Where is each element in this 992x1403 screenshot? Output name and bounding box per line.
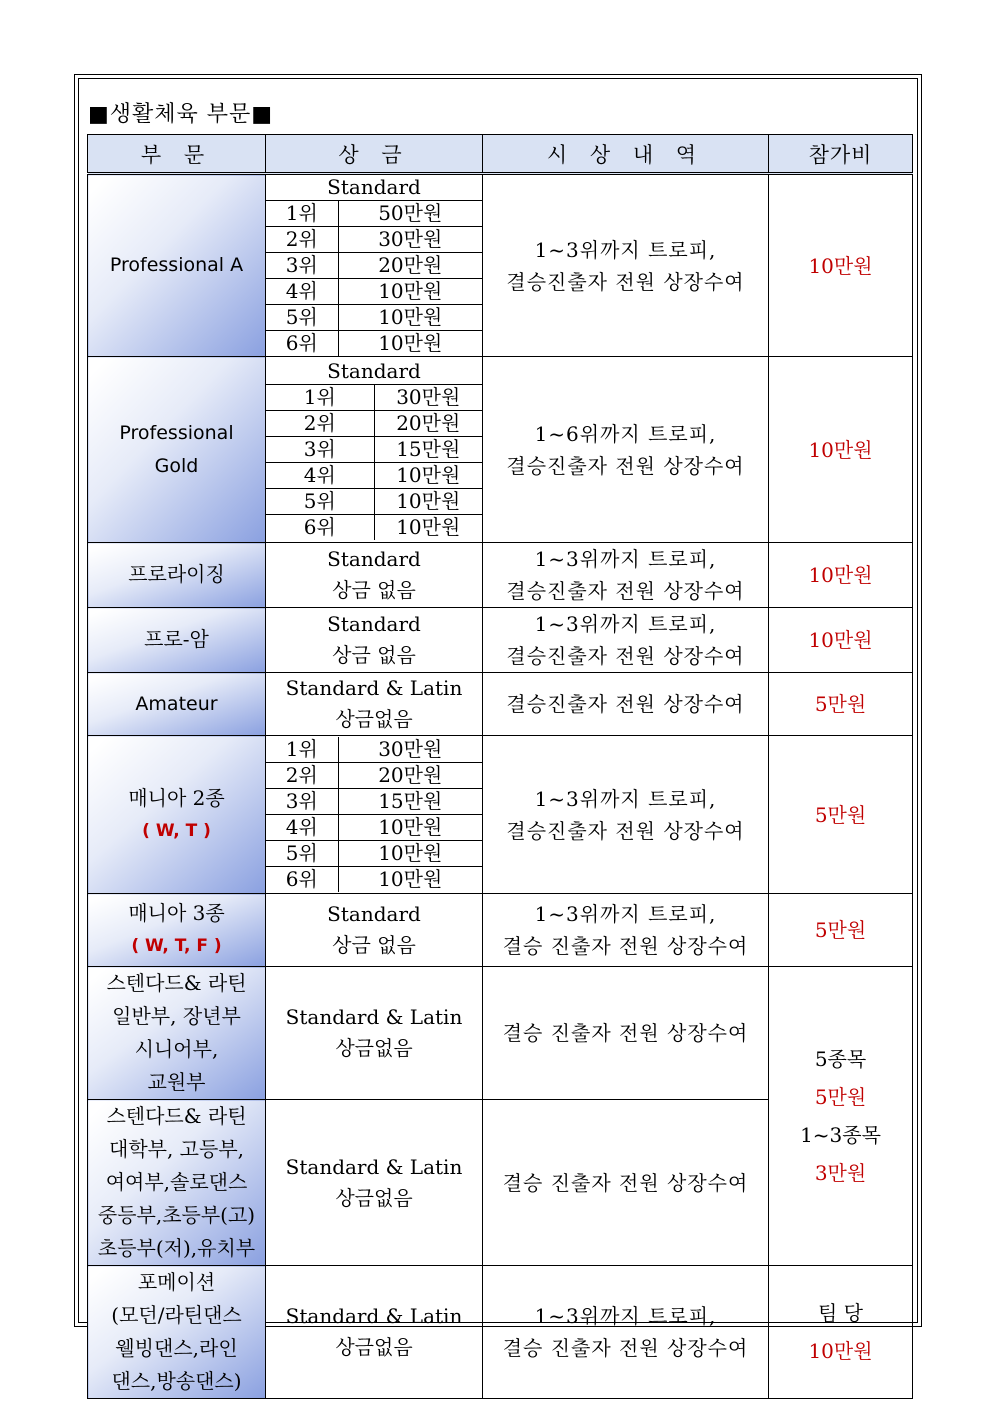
- category-line: Professional: [119, 421, 234, 444]
- category-youth: [88, 1100, 266, 1266]
- table-row: [266, 253, 482, 279]
- fee-mania-2: 5만원: [769, 736, 913, 894]
- rank: 3위: [266, 253, 338, 279]
- table-row: [266, 867, 482, 893]
- amount: 30만원: [374, 385, 482, 411]
- prize-youth: [266, 1100, 483, 1266]
- amount: 15만원: [374, 437, 482, 463]
- awards-pro-am: [483, 608, 769, 673]
- prize-pro-rising: [266, 543, 483, 608]
- category-mania-2: [88, 736, 266, 894]
- rank: 4위: [266, 815, 338, 841]
- awards-line: 결승진출자 전원 상장수여: [506, 818, 745, 843]
- category-amateur: Amateur: [88, 673, 266, 736]
- awards-line: 결승 진출자 전원 상장수여: [502, 934, 749, 958]
- amount: 30만원: [338, 227, 482, 253]
- table-row: [266, 463, 482, 489]
- rank: 4위: [266, 279, 338, 305]
- awards-line: 결승진출자 전원 상장수여: [506, 644, 745, 668]
- prize-line: Standard & Latin: [285, 676, 463, 700]
- awards-amateur: [483, 673, 769, 736]
- section-title: ■생활체육 부문■: [88, 102, 274, 127]
- awards-line: 결승진출자 전원 상장수여: [506, 692, 745, 716]
- category-label: 프로라이징: [128, 562, 225, 586]
- prize-style: Standard: [266, 359, 482, 385]
- awards-formation: [483, 1266, 769, 1399]
- prize-line: 상금없음: [335, 1036, 413, 1060]
- row-mania-2: [88, 736, 913, 894]
- category-label: 프로-암: [144, 627, 209, 651]
- prize-line: 상금없음: [335, 1335, 413, 1359]
- amount: 10만원: [374, 515, 482, 541]
- fee-line: 10만원: [808, 1339, 873, 1363]
- category-line: Gold: [154, 454, 199, 477]
- fee-professional-a: 10만원: [769, 174, 913, 357]
- fee-line: 3만원: [814, 1161, 867, 1185]
- category-mania-3: [88, 894, 266, 967]
- table-row: [266, 489, 482, 515]
- header-row: [88, 135, 913, 174]
- prize-pro-am: [266, 608, 483, 673]
- prize-line: Standard & Latin: [285, 1304, 463, 1328]
- prize-cell-professional-gold: [266, 357, 483, 543]
- rank: 6위: [266, 867, 338, 893]
- fee-line: 5만원: [814, 1085, 867, 1109]
- amount: 10만원: [338, 279, 482, 305]
- fee-line: 1~3종목: [800, 1123, 881, 1147]
- amount: 20만원: [338, 763, 482, 789]
- table-row: [266, 437, 482, 463]
- prize-subtable-a: [266, 175, 482, 356]
- row-formation: [88, 1266, 913, 1399]
- rank: 4위: [266, 463, 374, 489]
- prize-line: 상금 없음: [332, 578, 416, 602]
- rank: 1위: [266, 201, 338, 227]
- category-line: 포메이션: [137, 1270, 216, 1294]
- table-row: [266, 737, 482, 763]
- header-prize: 상 금: [266, 135, 483, 174]
- category-line: (모던/라틴댄스: [111, 1303, 242, 1327]
- row-mania-3: [88, 894, 913, 967]
- category-line: ( W, T, F ): [131, 936, 222, 956]
- rank: 3위: [266, 789, 338, 815]
- category-line: 시니어부,: [134, 1037, 219, 1061]
- amount: 15만원: [338, 789, 482, 815]
- rank: 1위: [266, 385, 374, 411]
- row-amateur: [88, 673, 913, 736]
- prize-line: Standard & Latin: [285, 1154, 463, 1179]
- table-row: [266, 841, 482, 867]
- prize-line: 상금없음: [335, 1185, 413, 1210]
- prize-table: [87, 134, 913, 1399]
- category-professional-a: Professional A: [88, 174, 266, 357]
- prize-formation: [266, 1266, 483, 1399]
- table-row: [266, 789, 482, 815]
- rank: 5위: [266, 489, 374, 515]
- amount: 10만원: [338, 815, 482, 841]
- fee-formation: [769, 1266, 913, 1399]
- awards-line: 1~3위까지 트로피,: [534, 1304, 717, 1328]
- prize-line: Standard: [327, 902, 421, 926]
- prize-line: Standard & Latin: [285, 1005, 463, 1029]
- awards-line: 1~6위까지 트로피,: [534, 421, 717, 446]
- category-line: 매니아 2종: [128, 785, 225, 810]
- category-general: [88, 967, 266, 1100]
- rank: 6위: [266, 515, 374, 541]
- amount: 10만원: [374, 489, 482, 515]
- row-pro-am: [88, 608, 913, 673]
- awards-line: 결승진출자 전원 상장수여: [506, 269, 745, 294]
- fee-amateur: 5만원: [769, 673, 913, 736]
- awards-line: 1~3위까지 트로피,: [534, 612, 717, 636]
- awards-line: 결승진출자 전원 상장수여: [506, 579, 745, 603]
- awards-line: 결승진출자 전원 상장수여: [506, 453, 745, 478]
- table-row: [266, 279, 482, 305]
- category-line: 댄스,방송댄스): [111, 1369, 242, 1393]
- header-awards: 시 상 내 역: [483, 135, 769, 174]
- category-line: 중등부,초등부(고): [97, 1203, 256, 1227]
- category-line: 일반부, 장년부: [112, 1004, 241, 1028]
- prize-line: 상금 없음: [332, 933, 416, 957]
- amount: 10만원: [374, 463, 482, 489]
- rank: 3위: [266, 437, 374, 463]
- amount: 20만원: [374, 411, 482, 437]
- category-line: 스텐다드& 라틴: [106, 1104, 247, 1128]
- table-row: [266, 515, 482, 541]
- amount: 10만원: [338, 331, 482, 357]
- prize-line: Standard: [327, 612, 421, 636]
- prize-line: 상금 없음: [332, 643, 416, 667]
- category-line: 대학부, 고등부,: [109, 1137, 244, 1161]
- table-row: [266, 385, 482, 411]
- amount: 10만원: [338, 841, 482, 867]
- amount: 10만원: [338, 305, 482, 331]
- awards-line: 결승 진출자 전원 상장수여: [502, 1170, 749, 1195]
- table-row: [266, 815, 482, 841]
- amount: 30만원: [338, 737, 482, 763]
- prize-line: 상금없음: [335, 707, 413, 731]
- fee-general-youth: [769, 967, 913, 1266]
- category-professional-gold: [88, 357, 266, 543]
- rank: 5위: [266, 305, 338, 331]
- fee-pro-rising: 10만원: [769, 543, 913, 608]
- fee-mania-3: 5만원: [769, 894, 913, 967]
- table-row: [266, 331, 482, 357]
- category-pro-am: [88, 608, 266, 673]
- category-line: 초등부(저),유치부: [97, 1236, 256, 1260]
- category-line: 여여부,솔로댄스: [105, 1170, 248, 1194]
- prize-general: [266, 967, 483, 1100]
- row-pro-rising: [88, 543, 913, 608]
- category-line: 교원부: [147, 1070, 206, 1094]
- category-pro-rising: [88, 543, 266, 608]
- row-general: [88, 967, 913, 1100]
- category-line: ( W, T ): [142, 820, 211, 841]
- rank: 2위: [266, 411, 374, 437]
- amount: 50만원: [338, 201, 482, 227]
- header-fee: 참가비: [769, 135, 913, 174]
- rank: 6위: [266, 331, 338, 357]
- category-line: 스텐다드& 라틴: [106, 971, 247, 995]
- rank: 2위: [266, 763, 338, 789]
- awards-professional-gold: [483, 357, 769, 543]
- awards-professional-a: [483, 174, 769, 357]
- category-formation: [88, 1266, 266, 1399]
- awards-mania-3: [483, 894, 769, 967]
- fee-professional-gold: 10만원: [769, 357, 913, 543]
- category-line: 매니아 3종: [128, 901, 225, 925]
- rank: 2위: [266, 227, 338, 253]
- table-row: [266, 411, 482, 437]
- awards-line: 1~3위까지 트로피,: [534, 786, 717, 811]
- rank: 5위: [266, 841, 338, 867]
- awards-line: 결승 진출자 전원 상장수여: [502, 1336, 749, 1360]
- awards-line: 1~3위까지 트로피,: [534, 547, 717, 571]
- prize-line: Standard: [327, 547, 421, 571]
- prize-style: Standard: [266, 175, 482, 201]
- prize-cell-mania-2: [266, 736, 483, 894]
- awards-mania-2: [483, 736, 769, 894]
- fee-pro-am: 10만원: [769, 608, 913, 673]
- table-row: [266, 201, 482, 227]
- prize-cell-professional-a: [266, 174, 483, 357]
- prize-subtable-gold: [266, 359, 482, 540]
- awards-youth: [483, 1100, 769, 1266]
- amount: 10만원: [338, 867, 482, 893]
- fee-line: 팀 당: [818, 1301, 863, 1325]
- row-professional-a: [88, 174, 913, 357]
- prize-mania-3: [266, 894, 483, 967]
- table-row: [266, 227, 482, 253]
- prize-amateur: [266, 673, 483, 736]
- rank: 1위: [266, 737, 338, 763]
- awards-pro-rising: [483, 543, 769, 608]
- awards-general: [483, 967, 769, 1100]
- table-row: [266, 763, 482, 789]
- awards-line: 1~3위까지 트로피,: [534, 237, 717, 262]
- category-line: 웰빙댄스,라인: [115, 1336, 238, 1360]
- prize-subtable-mania: [266, 737, 482, 892]
- awards-line: 결승 진출자 전원 상장수여: [502, 1021, 749, 1045]
- table-row: [266, 305, 482, 331]
- row-professional-gold: [88, 357, 913, 543]
- awards-line: 1~3위까지 트로피,: [534, 902, 717, 926]
- fee-line: 5종목: [814, 1047, 867, 1071]
- header-division: 부 문: [88, 135, 266, 174]
- amount: 20만원: [338, 253, 482, 279]
